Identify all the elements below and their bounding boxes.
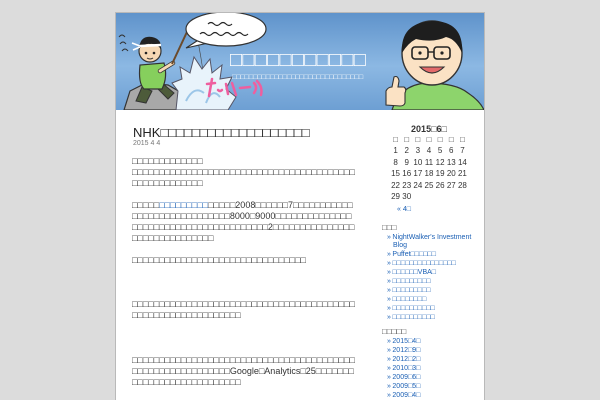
calendar-day: 12 xyxy=(435,157,445,167)
calendar-day: 4 xyxy=(426,146,432,155)
weekday-label: □ xyxy=(415,134,421,144)
archive-item[interactable] xyxy=(387,337,478,346)
site-header xyxy=(116,13,484,110)
post-paragraph xyxy=(132,200,358,244)
bullet: » xyxy=(387,392,391,399)
link-item-label[interactable]: □□□□□□□□□ xyxy=(392,286,431,294)
paragraph-line: □□□□□□□□□□□□□□□□□□□□□□□□□□□□□□□□□□□□□□□□□ xyxy=(132,298,355,309)
weekday-label: □ xyxy=(448,134,454,144)
links-list xyxy=(387,234,478,323)
link-item[interactable] xyxy=(387,251,478,260)
calendar-day: 22 xyxy=(391,180,401,190)
archives-heading: □□□□□ xyxy=(382,327,407,336)
calendar-day: 2 xyxy=(404,146,409,155)
paragraph-line: □□□□□□□□□□□□□□□□□□□□ xyxy=(132,309,241,320)
calendar-day: 21 xyxy=(457,169,467,178)
archive-item[interactable] xyxy=(387,382,478,391)
calendar-day: 23 xyxy=(402,180,412,190)
bullet: » xyxy=(387,347,391,354)
archive-item-label[interactable]: 2009□5□ xyxy=(392,383,421,390)
bullet: » xyxy=(387,269,391,277)
calendar-day: 6 xyxy=(449,146,454,155)
archives-list xyxy=(387,337,478,400)
archive-item[interactable] xyxy=(387,391,478,400)
post-date: 2015 4 4 xyxy=(133,140,161,147)
link-item[interactable] xyxy=(387,234,478,252)
calendar-prev-month-link[interactable]: « 4□ xyxy=(397,206,411,213)
site-title[interactable]: □□□□□□□□□□□ xyxy=(230,49,367,71)
archive-item[interactable] xyxy=(387,364,478,373)
link-item-label[interactable]: □□□□□□□□□□□□□□□ xyxy=(392,260,456,268)
calendar-week xyxy=(390,168,468,180)
bullet: » xyxy=(387,374,391,381)
archive-item-label[interactable]: 2009□4□ xyxy=(392,392,421,399)
archive-item-label[interactable]: 2015□4□ xyxy=(392,338,421,345)
archive-item[interactable] xyxy=(387,373,478,382)
bullet: » xyxy=(387,338,391,345)
paragraph-line: □□□□□□□□□□□□□□□□□□□□□□□□□2□□□□□□□□□□□□□□□ xyxy=(132,221,355,232)
archive-item-label[interactable]: 2012□9□ xyxy=(392,347,421,354)
calendar-day: 19 xyxy=(435,169,445,178)
link-item-label[interactable]: □□□□□□□□ xyxy=(392,295,427,303)
calendar-day: 8 xyxy=(393,157,398,167)
calendar-week xyxy=(390,145,468,157)
post-paragraph xyxy=(132,255,358,266)
calendar-day: 27 xyxy=(446,180,456,190)
calendar-day: 10 xyxy=(413,157,423,167)
post-paragraph xyxy=(132,299,358,321)
calendar-day: 17 xyxy=(413,169,423,178)
bullet: » xyxy=(387,365,391,372)
post-title[interactable]: NHK□□□□□□□□□□□□□□□□□□□ xyxy=(133,125,310,140)
bullet: » xyxy=(387,286,391,294)
weekday-label: □ xyxy=(437,134,443,144)
calendar-day: 14 xyxy=(457,157,467,167)
archive-item-label[interactable]: 2009□6□ xyxy=(392,374,421,381)
calendar-day: 11 xyxy=(424,157,434,167)
archive-item-label[interactable]: 2010□3□ xyxy=(392,365,421,372)
calendar-day: 3 xyxy=(415,146,421,155)
calendar-day: 13 xyxy=(446,157,456,167)
bullet: » xyxy=(387,278,391,286)
calendar-day: 30 xyxy=(402,192,412,201)
line-text: □□□□□ xyxy=(132,199,160,210)
calendar-day: 16 xyxy=(402,169,412,178)
bullet: » xyxy=(387,233,391,241)
post-paragraph xyxy=(132,156,358,189)
calendar-day: 1 xyxy=(393,146,398,155)
calendar-day: 26 xyxy=(435,180,445,190)
paragraph-line: □□□□□□□□□□□□□□□□□□□□□□□□□□□□□□□□□□□□□□□□□ xyxy=(132,354,355,365)
calendar xyxy=(390,134,468,203)
paragraph-line: □□□□□□□□□□□□□ xyxy=(132,177,203,188)
weekday-label: □ xyxy=(393,134,398,144)
link-item[interactable] xyxy=(387,305,478,314)
link-item-label[interactable]: Puffet□□□□□□ xyxy=(392,251,436,259)
paragraph-line: □□□□□□□□□□□□□□□□□□□□ xyxy=(132,376,241,387)
inline-link[interactable]: □□□□□□□□□ xyxy=(159,199,209,210)
calendar-day: 25 xyxy=(424,180,434,190)
calendar-day: 28 xyxy=(457,180,467,190)
calendar-day xyxy=(423,191,434,203)
calendar-day: 29 xyxy=(391,192,401,201)
calendar-weekdays xyxy=(390,134,468,146)
weekday-label: □ xyxy=(426,134,432,144)
link-item[interactable] xyxy=(387,260,478,269)
calendar-day: 7 xyxy=(460,146,465,155)
paragraph-line xyxy=(132,200,358,211)
calendar-day xyxy=(457,191,468,203)
paragraph-line: □□□□□□□□□□□□□ xyxy=(132,155,203,166)
weekday-label: □ xyxy=(460,134,465,144)
link-item[interactable] xyxy=(387,269,478,278)
calendar-day: 18 xyxy=(424,169,434,178)
archive-item-label[interactable]: 2012□2□ xyxy=(392,356,421,363)
bullet: » xyxy=(387,313,391,321)
paragraph-line: □□□□□□□□□□□□□□□□□□Google□Analytics□25□□□□□□□ xyxy=(132,365,354,376)
bullet: » xyxy=(387,295,391,303)
bullet: » xyxy=(387,251,391,259)
link-item[interactable] xyxy=(387,314,478,323)
bullet: » xyxy=(387,260,391,268)
calendar-day xyxy=(446,191,457,203)
calendar-week xyxy=(390,180,468,192)
links-heading: □□□ xyxy=(382,223,397,232)
link-item-label[interactable]: □□□□□□VBA□ xyxy=(392,269,437,277)
paragraph-line: □□□□□□□□□□□□□□□□□□8000□9000□□□□□□□□□□□□□□ xyxy=(132,210,352,221)
calendar-day: 20 xyxy=(446,169,456,178)
calendar-day xyxy=(435,191,446,203)
site-description: □□□□□□□□□□□□□□□□□□□□□□□□□□□□□□□ xyxy=(232,74,364,81)
calendar-day xyxy=(412,191,423,203)
calendar-day: 9 xyxy=(404,157,409,167)
calendar-day: 5 xyxy=(437,146,443,155)
calendar-week xyxy=(390,157,468,169)
link-item-label[interactable]: □□□□□□□□□□ xyxy=(392,313,435,321)
link-item-label[interactable]: □□□□□□□□□□ xyxy=(392,304,435,312)
paragraph-line: □□□□□□□□□□□□□□□□□□□□□□□□□□□□□□□□□□□□□□□□□ xyxy=(132,166,355,177)
weekday-label: □ xyxy=(404,134,410,144)
bullet: » xyxy=(387,304,391,312)
paragraph-line: □□□□□□□□□□□□□□□□□□□□□□□□□□□□□□□□ xyxy=(132,254,306,265)
post-paragraph xyxy=(132,355,358,388)
bullet: » xyxy=(387,383,391,390)
calendar-week xyxy=(390,191,468,203)
link-item[interactable] xyxy=(387,278,478,287)
link-item-label[interactable]: NightWalker's Investment Blog xyxy=(392,233,472,250)
line-text: □□□□□2008□□□□□□7□□□□□□□□□□□ xyxy=(208,199,353,210)
link-item[interactable] xyxy=(387,296,478,305)
bullet: » xyxy=(387,356,391,363)
paragraph-line: □□□□□□□□□□□□□□□ xyxy=(132,232,214,243)
calendar-caption: 2015□6□ xyxy=(411,124,447,134)
link-item[interactable] xyxy=(387,287,478,296)
link-item-label[interactable]: □□□□□□□□□ xyxy=(392,278,431,286)
calendar-day: 15 xyxy=(391,169,401,178)
archive-item[interactable] xyxy=(387,355,478,364)
calendar-day: 24 xyxy=(413,180,423,190)
archive-item[interactable] xyxy=(387,346,478,355)
